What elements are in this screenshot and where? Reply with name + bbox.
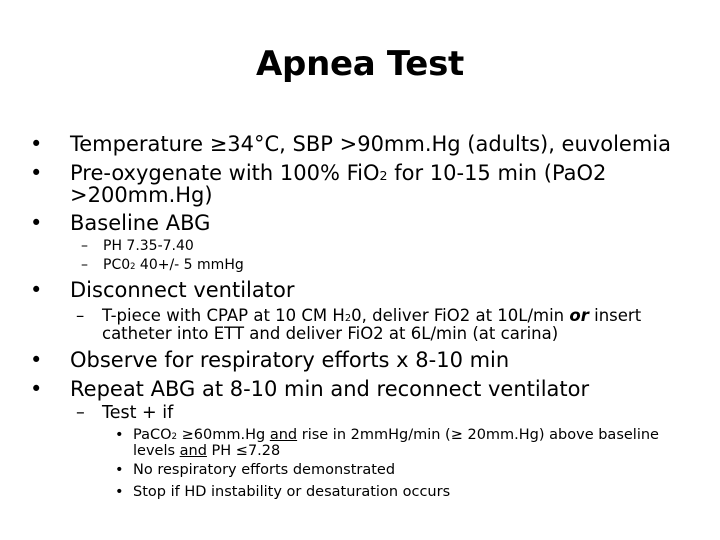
bullet-marker: • <box>30 348 43 372</box>
bullet-observe <box>30 348 510 372</box>
bullet-text: Baseline ABG <box>70 211 211 235</box>
sub-sub-bullet-stop <box>115 484 451 500</box>
bullet-marker: • <box>30 377 43 401</box>
sub-bullet-text: insert <box>588 306 642 325</box>
bullet-text: Disconnect ventilator <box>70 278 295 302</box>
sub-sub-bullet-paco2-cont <box>133 443 280 459</box>
bullet-marker: • <box>30 132 43 156</box>
subscript: 2 <box>130 261 136 271</box>
text: PaCO <box>133 427 172 443</box>
sub-bullet-test <box>76 403 174 423</box>
bullet-marker: • <box>30 278 43 302</box>
bullet-text: for 10-15 min (PaO2 <box>387 161 607 185</box>
sub-bullet-text: Test + if <box>102 403 174 423</box>
subscript: 2 <box>344 313 352 324</box>
sub-bullet-ph <box>81 238 194 254</box>
sub-bullet-pco2 <box>81 257 244 273</box>
subscript: 2 <box>171 432 178 442</box>
sub-sub-bullet-no-efforts <box>115 462 396 478</box>
bullet-marker: • <box>30 211 43 235</box>
bullet-temperature <box>30 132 671 156</box>
bullet-text: Observe for respiratory efforts x 8-10 min <box>70 348 510 372</box>
subscript: 2 <box>379 168 388 183</box>
bullet-marker: • <box>115 462 124 478</box>
text: PH ≤7.28 <box>206 443 281 459</box>
sub-bullet-text: 40+/- 5 mmHg <box>135 257 244 273</box>
slide-title: Apnea Test <box>256 44 464 84</box>
dash-marker: – <box>81 238 88 254</box>
text: rise in 2mmHg/min (≥ 20mm.Hg) above baseline <box>297 427 659 443</box>
bullet-baseline-abg <box>30 211 211 235</box>
sub-bullet-tpiece <box>76 306 642 325</box>
bullet-preoxygenate <box>30 161 607 185</box>
underlined-and: and <box>179 443 207 459</box>
underlined-and: and <box>269 427 298 443</box>
bullet-marker: • <box>30 161 43 185</box>
dash-marker: – <box>76 403 85 423</box>
sub-sub-bullet-paco2 <box>115 427 659 443</box>
emphasis-or: or <box>569 306 589 325</box>
bullet-disconnect <box>30 278 295 302</box>
bullet-text: Temperature ≥34°C, SBP >90mm.Hg (adults), euvolemia <box>70 132 671 156</box>
dash-marker: – <box>81 257 88 273</box>
dash-marker: – <box>76 306 85 325</box>
bullet-marker: • <box>115 484 124 500</box>
sub-bullet-text: PH 7.35-7.40 <box>103 238 194 254</box>
text: Stop if HD instability or desaturation occurs <box>133 484 451 500</box>
bullet-text: Repeat ABG at 8-10 min and reconnect ventilator <box>70 377 590 401</box>
sub-bullet-text: PC0 <box>103 257 131 273</box>
text: No respiratory efforts demonstrated <box>133 462 396 478</box>
text: ≥60mm.Hg <box>177 427 270 443</box>
sub-bullet-text: 0, deliver FiO2 at 10L/min <box>351 306 570 325</box>
bullet-repeat-abg <box>30 377 590 401</box>
text: levels <box>133 443 180 459</box>
sub-bullet-tpiece-cont <box>102 324 558 343</box>
bullet-text: >200mm.Hg) <box>70 183 213 207</box>
bullet-text: Pre-oxygenate with 100% FiO <box>70 161 380 185</box>
bullet-preoxygenate-cont <box>70 183 213 207</box>
sub-bullet-text: catheter into ETT and deliver FiO2 at 6L/min (at carina) <box>102 324 559 343</box>
sub-bullet-text: T-piece with CPAP at 10 CM H <box>102 306 345 325</box>
bullet-marker: • <box>115 427 124 443</box>
